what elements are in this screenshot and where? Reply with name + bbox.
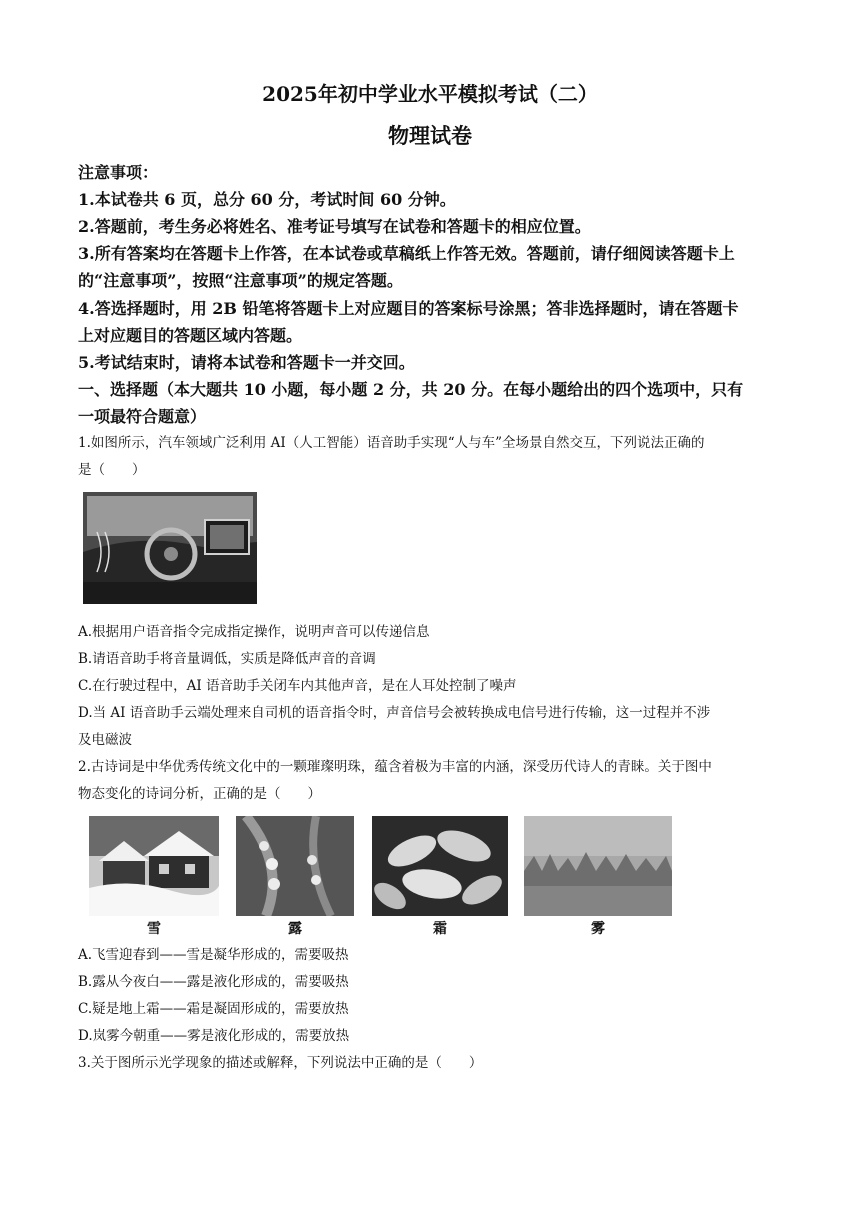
- notice-line: 上对应题目的答题区域内答题。: [78, 326, 303, 345]
- section-heading-cont: 一项最符合题意）: [78, 407, 207, 426]
- q2-stem: 2.古诗词是中华优秀传统文化中的一颗璀璨明珠，蕴含着极为丰富的内涵，深受历代诗人的青睐。关于图中: [78, 759, 712, 775]
- notice-line: 4.答选择题时，用 2B 铅笔将答题卡上对应题目的答案标号涂黑；答非选择题时，请在答题卡: [78, 299, 739, 318]
- q2-option-b: B.露从今夜白——露是液化形成的，需要吸热: [78, 974, 349, 990]
- fog-photo: [524, 816, 672, 916]
- q1-option-c: C.在行驶过程中，AI 语音助手关闭车内其他声音，是在人耳处控制了噪声: [78, 678, 517, 694]
- notice-line: 的“注意事项”，按照“注意事项”的规定答题。: [78, 271, 403, 290]
- frost-photo: [372, 816, 508, 916]
- q2-option-c: C.疑是地上霜——霜是凝固形成的，需要放热: [78, 1001, 349, 1017]
- notice-line: 3.所有答案均在答题卡上作答，在本试卷或草稿纸上作答无效。答题前，请仔细阅读答题卡上: [78, 244, 735, 263]
- caption-fog: 雾: [591, 921, 605, 937]
- q1-option-a: A.根据用户语音指令完成指定操作，说明声音可以传递信息: [78, 624, 430, 640]
- q3-stem: 3.关于图所示光学现象的描述或解释，下列说法中正确的是（ ）: [78, 1055, 483, 1071]
- caption-snow: 雪: [147, 921, 161, 937]
- q1-option-d: D.当 AI 语音助手云端处理来自司机的语音指令时，声音信号会被转换成电信号进行传输，这一过程并不涉: [78, 705, 711, 721]
- exam-title: 2025年初中学业水平模拟考试（二）: [262, 82, 598, 106]
- q2-stem-cont: 物态变化的诗词分析，正确的是（ ）: [78, 786, 321, 802]
- snow-photo: [89, 816, 219, 916]
- q1-option-d-cont: 及电磁波: [78, 732, 132, 748]
- q1-option-b: B.请语音助手将音量调低，实质是降低声音的音调: [78, 651, 376, 667]
- section-heading: 一、选择题（本大题共 10 小题，每小题 2 分，共 20 分。在每小题给出的四个选项中，只有: [78, 380, 744, 399]
- caption-frost: 霜: [433, 921, 447, 937]
- notice-line: 5.考试结束时，请将本试卷和答题卡一并交回。: [78, 353, 415, 372]
- q1-stem: 1.如图所示，汽车领域广泛利用 AI（人工智能）语音助手实现“人与车”全场景自然交互，下列说法正确的: [78, 435, 705, 451]
- notice-line: 1.本试卷共 6 页，总分 60 分，考试时间 60 分钟。: [78, 190, 456, 209]
- q2-option-a: A.飞雪迎春到——雪是凝华形成的，需要吸热: [78, 947, 349, 963]
- q1-stem-cont: 是（ ）: [78, 462, 146, 478]
- dew-photo: [236, 816, 354, 916]
- car-interior-photo: [83, 492, 257, 604]
- exam-subject: 物理试卷: [388, 123, 472, 148]
- q2-option-d: D.岚雾今朝重——雾是液化形成的，需要放热: [78, 1028, 350, 1044]
- notice-heading: 注意事项：: [78, 163, 159, 182]
- caption-dew: 露: [288, 921, 302, 937]
- notice-line: 2.答题前，考生务必将姓名、准考证号填写在试卷和答题卡的相应位置。: [78, 217, 591, 236]
